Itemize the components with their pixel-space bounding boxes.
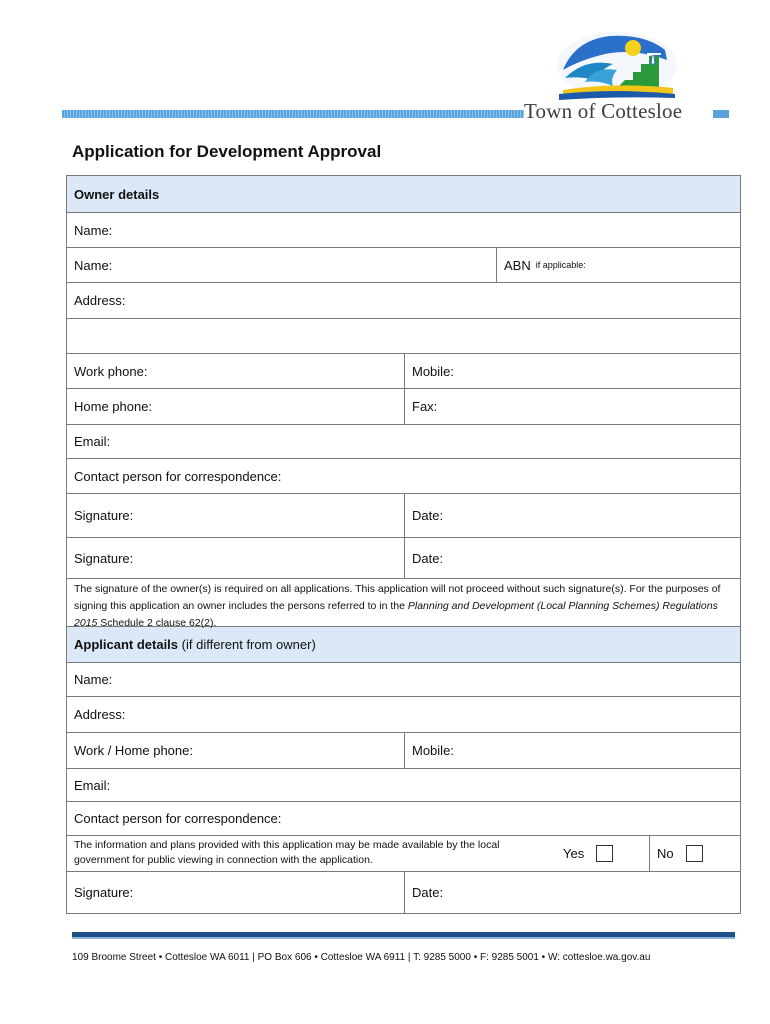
consent-no-option[interactable] — [649, 836, 740, 871]
owner-signature-row-2 — [67, 537, 740, 578]
applicant-contact-row[interactable] — [67, 801, 740, 835]
owner-address-continued — [67, 319, 740, 353]
applicant-signature-label: Signature: — [74, 885, 134, 900]
owner-signature-note — [67, 579, 740, 629]
applicant-mobile-label: Mobile: — [412, 743, 454, 758]
applicant-mobile-field[interactable] — [404, 733, 740, 768]
consent-no-label: No — [657, 846, 674, 861]
owner-name-label-1: Name: — [74, 222, 113, 238]
owner-abn-field[interactable] — [496, 248, 740, 282]
applicant-phone-field[interactable] — [67, 733, 404, 768]
applicant-email-label: Email: — [74, 777, 111, 793]
footer-contact-details: 109 Broome Street • Cottesloe WA 6011 | PO Box 606 • Cottesloe WA 6911 | T: 9285 5000 • F: 9285 5001 • W: cottesloe.wa.gov.au — [72, 952, 651, 963]
owner-contact-label: Contact person for correspondence: — [74, 468, 282, 484]
applicant-address-label: Address: — [74, 707, 126, 722]
header-rule-end — [713, 110, 729, 118]
owner-abn-label: ABN — [504, 257, 531, 273]
applicant-phone-row — [67, 732, 740, 768]
owner-section-header — [67, 176, 740, 212]
applicant-date-label: Date: — [412, 885, 444, 900]
owner-name-row-1[interactable] — [67, 212, 740, 247]
application-form — [66, 175, 741, 914]
page-header — [0, 0, 770, 130]
owner-address-label: Address: — [74, 293, 126, 308]
applicant-signature-row — [67, 871, 740, 913]
owner-signature-field-1[interactable] — [67, 494, 404, 537]
applicant-contact-label: Contact person for correspondence: — [74, 811, 282, 826]
owner-signature-label-2: Signature: — [74, 550, 134, 566]
owner-abn-note: if applicable: — [535, 260, 586, 270]
town-of-cottesloe-logo-icon — [555, 30, 680, 100]
owner-home-row — [67, 388, 740, 424]
applicant-name-label: Name: — [74, 672, 113, 687]
owner-home-phone-label: Home phone: — [74, 399, 153, 414]
owner-section-label: Owner details — [74, 186, 160, 202]
owner-email-label: Email: — [74, 434, 111, 449]
owner-date-field-1[interactable] — [404, 494, 740, 537]
owner-date-label-1: Date: — [412, 508, 444, 523]
owner-signature-row-1 — [67, 493, 740, 537]
owner-date-field-2[interactable] — [404, 538, 740, 578]
applicant-address-row[interactable] — [67, 696, 740, 732]
owner-date-label-2: Date: — [412, 550, 444, 566]
consent-no-checkbox[interactable] — [686, 845, 703, 862]
owner-name-field-2[interactable] — [67, 248, 496, 282]
owner-work-phone-field[interactable] — [67, 354, 404, 388]
applicant-name-row[interactable] — [67, 662, 740, 696]
owner-address-row[interactable] — [67, 282, 740, 318]
owner-work-phone-label: Work phone: — [74, 363, 148, 379]
consent-yes-label: Yes — [563, 846, 585, 861]
owner-signature-label-1: Signature: — [74, 508, 134, 523]
applicant-section-label: Applicant details — [74, 637, 179, 652]
owner-note-text-1: The signature of the owner(s) is required on all applications. This application will not proceed without such signature(s). For the purposes of signing this application an owner includes the persons referred to in the — [74, 583, 721, 612]
applicant-signature-field[interactable] — [67, 872, 404, 913]
owner-name-row-2 — [67, 247, 740, 282]
owner-home-phone-field[interactable] — [67, 389, 404, 424]
owner-mobile-field[interactable] — [404, 354, 740, 388]
owner-signature-note-row — [67, 578, 740, 629]
applicant-section-suffix: (if different from owner) — [181, 637, 316, 652]
applicant-consent-text: The information and plans provided with this application may be made available by the local government for public viewing in connection with the application. — [74, 839, 500, 866]
footer-rule — [72, 932, 735, 937]
owner-phone-row — [67, 353, 740, 388]
consent-yes-checkbox[interactable] — [596, 845, 613, 862]
header-rule — [62, 110, 524, 118]
applicant-consent-row — [67, 835, 740, 871]
page-title: Application for Development Approval — [72, 142, 382, 161]
owner-contact-row[interactable] — [67, 458, 740, 493]
applicant-date-field[interactable] — [404, 872, 740, 913]
applicant-email-row[interactable] — [67, 768, 740, 801]
owner-fax-label: Fax: — [412, 399, 438, 414]
owner-note-text-2: Schedule 2 clause 62(2). — [97, 617, 217, 629]
applicant-section-header — [67, 626, 740, 662]
owner-signature-field-2[interactable] — [67, 538, 404, 578]
applicant-section-title — [67, 627, 740, 662]
owner-email-row[interactable] — [67, 424, 740, 458]
owner-mobile-label: Mobile: — [412, 363, 454, 379]
owner-name-label-2: Name: — [74, 257, 113, 273]
owner-address-row-2[interactable] — [67, 318, 740, 353]
consent-yes-option[interactable] — [556, 836, 649, 871]
town-name: Town of Cottesloe — [524, 99, 683, 123]
owner-fax-field[interactable] — [404, 389, 740, 424]
owner-note-regulation: Planning and Development (Local Planning Schemes) Regulations 2015 — [74, 600, 718, 629]
applicant-phone-label: Work / Home phone: — [74, 743, 193, 758]
